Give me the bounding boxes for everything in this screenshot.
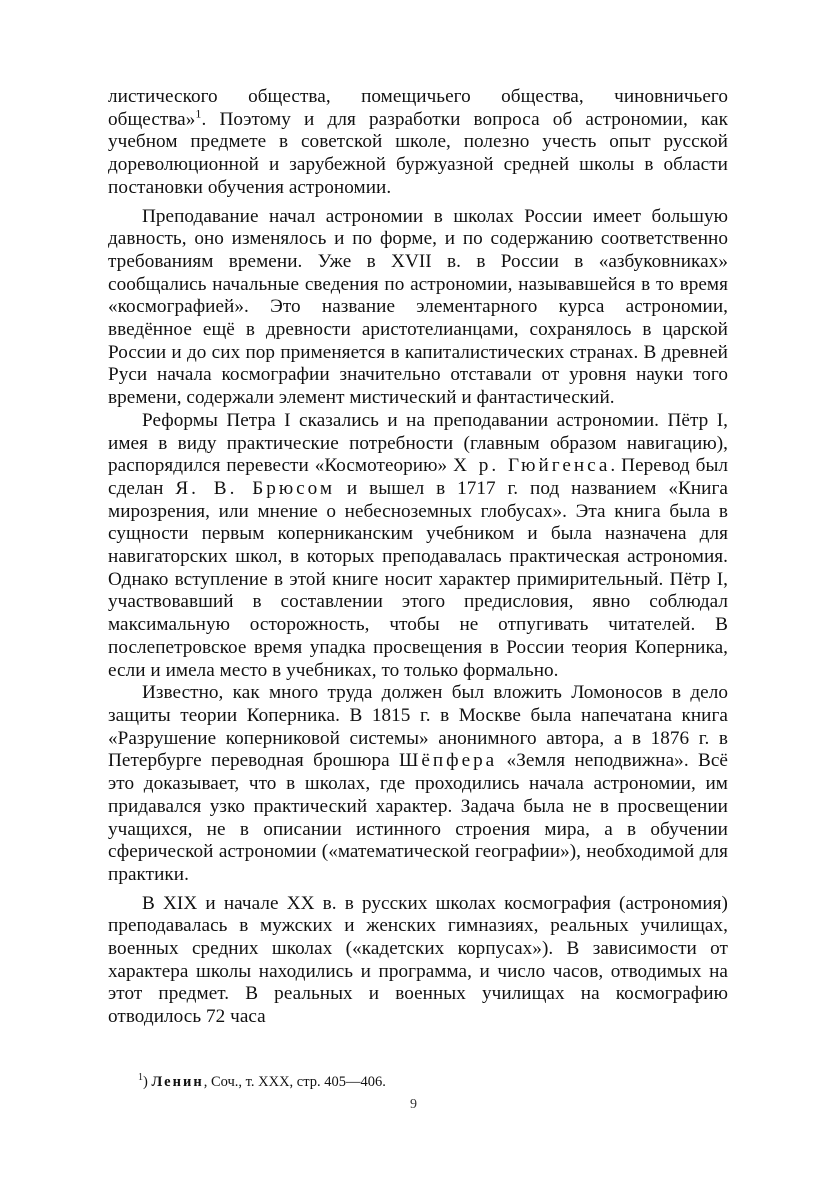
- page-number: 9: [410, 1097, 417, 1112]
- paragraph-3: [108, 410, 728, 682]
- paragraph-4: [108, 682, 728, 886]
- paragraph-text: Реформы Петра I сказались и на преподавании астрономии. Пётр I, имея в виду практические потребности (главным образом навигацию), распорядился перевести «Космотеорию»: [108, 409, 728, 477]
- paragraph-text: В XIX и начале XX в. в русских школах космография (астрономия) преподавалась в мужских и женских гимназиях, реальных училищах, военных средних школах («кадетских корпусах»). В зависимости от характера школы находились и программа, и число часов, отводимых на этот предмет. В реальных и военных училищах на космографию отводилось 72 часа: [108, 892, 728, 1028]
- spaced-name: Шёпфера: [399, 750, 498, 772]
- paragraph-text: и вышел в 1717 г. под названием «Книга мирозрения, или мнение о небесноземных глобусах». Эта книга была в сущности первым коперниканским учебником и была назначена для навигаторских школ, в которых преподавалась практическая астрономия. Однако вступление в этой книге носит характер примирительный. Пётр I, участвовавший в составлении этого предисловия, явно соблюдал максимальную осторожность, чтобы не отпугивать читателей. В послепетровское время упадка просвещения в России теория Коперника, если и имела место в учебниках, то только формально.: [108, 477, 728, 681]
- footnote-paren: ): [143, 1074, 148, 1090]
- paragraph-text: . Поэтому и для разработки вопроса об астрономии, как учебном предмете в советской школе, полезно учесть опыт русской дореволюционной и зарубежной буржуазной средней школы в области постановки обучения астрономии.: [108, 108, 728, 198]
- paragraph-5: [108, 893, 728, 1029]
- paragraph-text: Известно, как много труда должен был вложить Ломоносов в дело защиты теории Коперника. В 1815 г. в Москве была напечатана книга «Разрушение коперниковой системы» анонимного автора, а в 1876 г. в Петербурге переводная брошюра: [108, 682, 728, 772]
- footnote-mark: 1: [138, 1072, 143, 1084]
- paragraph-1: [108, 86, 728, 200]
- footnote-text: , Соч., т. XXX, стр. 405—406.: [203, 1074, 386, 1090]
- main-text: [108, 86, 728, 1029]
- spaced-name: Я. В. Брюсом: [175, 477, 336, 499]
- paragraph-2: [108, 206, 728, 410]
- spaced-name: Х р. Гюйгенса: [453, 455, 611, 477]
- paragraph-text: листического общества, помещичьего общества, чиновничьего общества»: [108, 86, 728, 130]
- footnote-reference: 1: [195, 106, 202, 121]
- footnote: [138, 1073, 698, 1091]
- paragraph-text: . Перевод был сделан: [108, 455, 729, 499]
- paragraph-text: Преподавание начал астрономии в школах России имеет большую давность, оно изменялось и по форме, и по содержанию соответственно требованиям времени. Уже в XVII в. в России в «азбуковниках» сообщались начальные сведения по астрономии, называвшейся в то время «космографией». Это название элементарного курса астрономии, введённое ещё в древности аристотелианцами, сохранялось в царской России и до сих пор применяется в капиталистических странах. В древней Руси начала космографии значительно отставали от уровня науки того времени, содержали элемент мистический и фантастический.: [108, 205, 728, 409]
- footnote-author: Ленин: [151, 1074, 204, 1090]
- paragraph-text: «Земля неподвижна». Всё это доказывает, что в школах, где проходились начала астрономии, им придавался узко практический характер. Задача была не в просвещении учащихся, не в описании истинного строения мира, а в обучении сферической астрономии («математической географии»), необходимой для практики.: [108, 750, 728, 885]
